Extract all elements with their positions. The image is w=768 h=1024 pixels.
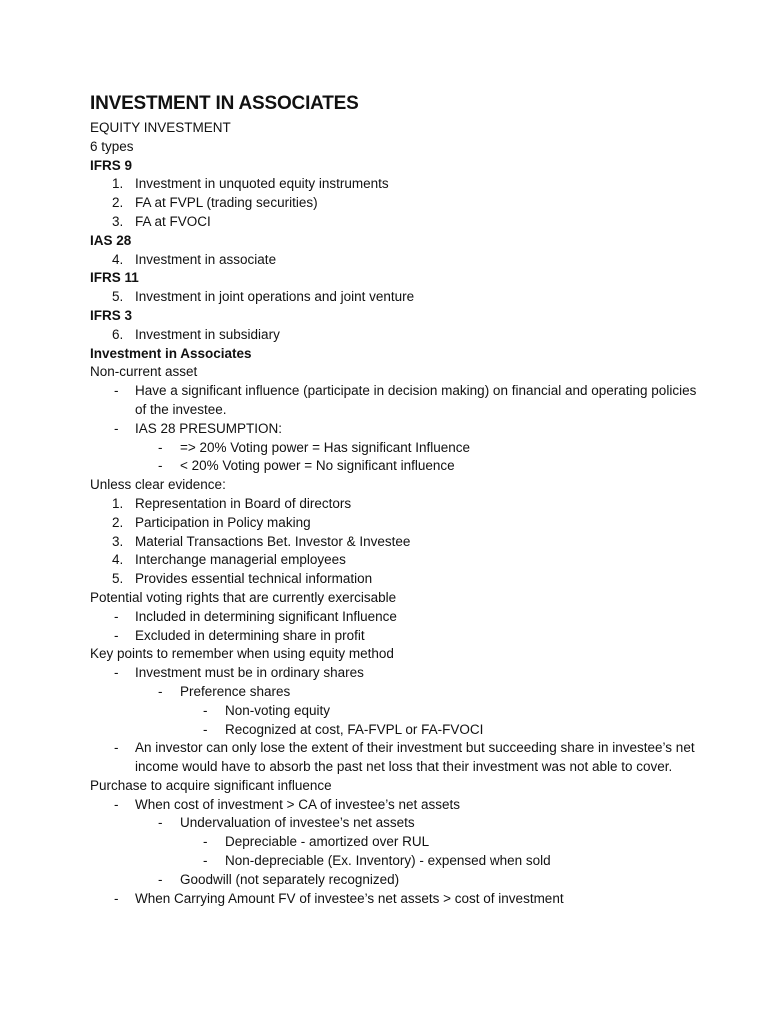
list-number: 4. (112, 552, 124, 568)
dash-bullet: - (114, 608, 119, 624)
list-item (90, 175, 710, 194)
list-number: 2. (112, 195, 124, 211)
ias28-label: IAS 28 (90, 232, 132, 248)
list-item-text: FA at FVOCI (135, 213, 211, 229)
dash-bullet: - (158, 871, 163, 887)
potential-voting-label: Potential voting rights that are currently exercisable (90, 589, 397, 605)
list-item (90, 194, 710, 213)
list-item-text: Non-voting equity (225, 702, 331, 718)
dash-bullet: - (203, 702, 208, 718)
list-number: 6. (112, 326, 124, 342)
list-item-text: Undervaluation of investee’s net assets (180, 815, 415, 831)
list-item-text: Non-depreciable (Ex. Inventory) - expensed when sold (225, 853, 551, 869)
list-item-text: Investment in unquoted equity instruments (135, 176, 389, 192)
list-item-text: Have a significant influence (participate in decision making) on financial and operating policies of the investee. (135, 383, 697, 417)
noncurrent-asset: Non-current asset (90, 364, 198, 380)
list-item (90, 514, 710, 533)
list-item (90, 833, 710, 852)
list-item-text: An investor can only lose the extent of their investment but succeeding share in investee’s net income would have to absorb the past net loss that their investment was not able to cover. (135, 740, 695, 775)
list-item-text: IAS 28 PRESUMPTION: (135, 420, 283, 436)
ifrs9-label: IFRS 9 (90, 157, 133, 173)
list-item-text: When Carrying Amount FV of investee’s net assets > cost of investment (135, 890, 564, 906)
dash-bullet: - (158, 815, 163, 831)
dash-bullet: - (114, 796, 119, 812)
list-number: 5. (112, 289, 124, 305)
list-item (90, 721, 710, 740)
purchase-label: Purchase to acquire significant influence (90, 777, 332, 793)
list-item-text: Provides essential technical information (135, 571, 373, 587)
list-item (90, 890, 710, 909)
list-item (90, 533, 710, 552)
list-item (90, 551, 710, 570)
list-item (90, 570, 710, 589)
list-item (90, 326, 710, 345)
list-item-text: Recognized at cost, FA-FVPL or FA-FVOCI (225, 721, 484, 737)
list-item-text: Included in determining significant Influence (135, 608, 397, 624)
dash-bullet: - (114, 665, 119, 681)
list-item-text: Excluded in determining share in profit (135, 627, 365, 643)
list-item (90, 439, 710, 458)
list-item-text: => 20% Voting power = Has significant Influence (180, 439, 471, 455)
list-item-text: Investment in joint operations and joint venture (135, 289, 415, 305)
document-title: INVESTMENT IN ASSOCIATES (90, 93, 359, 114)
dash-bullet: - (158, 683, 163, 699)
list-item-text: Investment must be in ordinary shares (135, 665, 364, 681)
list-number: 1. (112, 495, 124, 511)
list-item (90, 495, 710, 514)
list-number: 2. (112, 514, 124, 530)
dash-bullet: - (203, 853, 208, 869)
list-item (90, 608, 710, 627)
dash-bullet: - (203, 721, 208, 737)
list-item (90, 213, 710, 232)
list-item-text: Participation in Policy making (135, 514, 311, 530)
list-item-text: Investment in subsidiary (135, 326, 280, 342)
types-count: 6 types (90, 138, 134, 154)
document-page (90, 92, 710, 908)
list-item (90, 683, 710, 702)
list-item (90, 251, 710, 270)
list-item (90, 852, 710, 871)
list-number: 1. (112, 176, 124, 192)
list-item-text: Interchange managerial employees (135, 552, 346, 568)
associates-heading: Investment in Associates (90, 345, 252, 361)
dash-bullet: - (158, 439, 163, 455)
dash-bullet: - (114, 890, 119, 906)
list-item (90, 457, 710, 476)
list-item-text: Goodwill (not separately recognized) (180, 871, 400, 887)
list-item (90, 627, 710, 646)
list-item-text: Preference shares (180, 683, 291, 699)
list-item (90, 871, 710, 890)
ifrs11-label: IFRS 11 (90, 270, 139, 286)
list-item (90, 814, 710, 833)
unless-label: Unless clear evidence: (90, 477, 226, 493)
list-item-text: When cost of investment > CA of investee’s net assets (135, 796, 461, 812)
list-item (90, 664, 710, 683)
list-item (90, 796, 710, 815)
list-item-text: Representation in Board of directors (135, 495, 352, 511)
list-item-text: Investment in associate (135, 251, 277, 267)
list-item-text: < 20% Voting power = No significant influence (180, 458, 455, 474)
equity-heading: EQUITY INVESTMENT (90, 120, 231, 135)
dash-bullet: - (114, 740, 119, 756)
list-item (90, 420, 710, 439)
list-number: 5. (112, 571, 124, 587)
list-number: 3. (112, 533, 124, 549)
list-item-text: Depreciable - amortized over RUL (225, 834, 430, 850)
dash-bullet: - (203, 834, 208, 850)
list-item (90, 382, 710, 420)
dash-bullet: - (114, 420, 119, 436)
list-item-text: FA at FVPL (trading securities) (135, 195, 318, 211)
dash-bullet: - (114, 383, 119, 399)
dash-bullet: - (114, 627, 119, 643)
list-number: 4. (112, 251, 124, 267)
list-item-text: Material Transactions Bet. Investor & Investee (135, 533, 411, 549)
key-points-label: Key points to remember when using equity method (90, 646, 394, 662)
list-item (90, 288, 710, 307)
list-item (90, 702, 710, 721)
dash-bullet: - (158, 458, 163, 474)
list-number: 3. (112, 213, 124, 229)
list-item (90, 739, 710, 777)
ifrs3-label: IFRS 3 (90, 307, 133, 323)
